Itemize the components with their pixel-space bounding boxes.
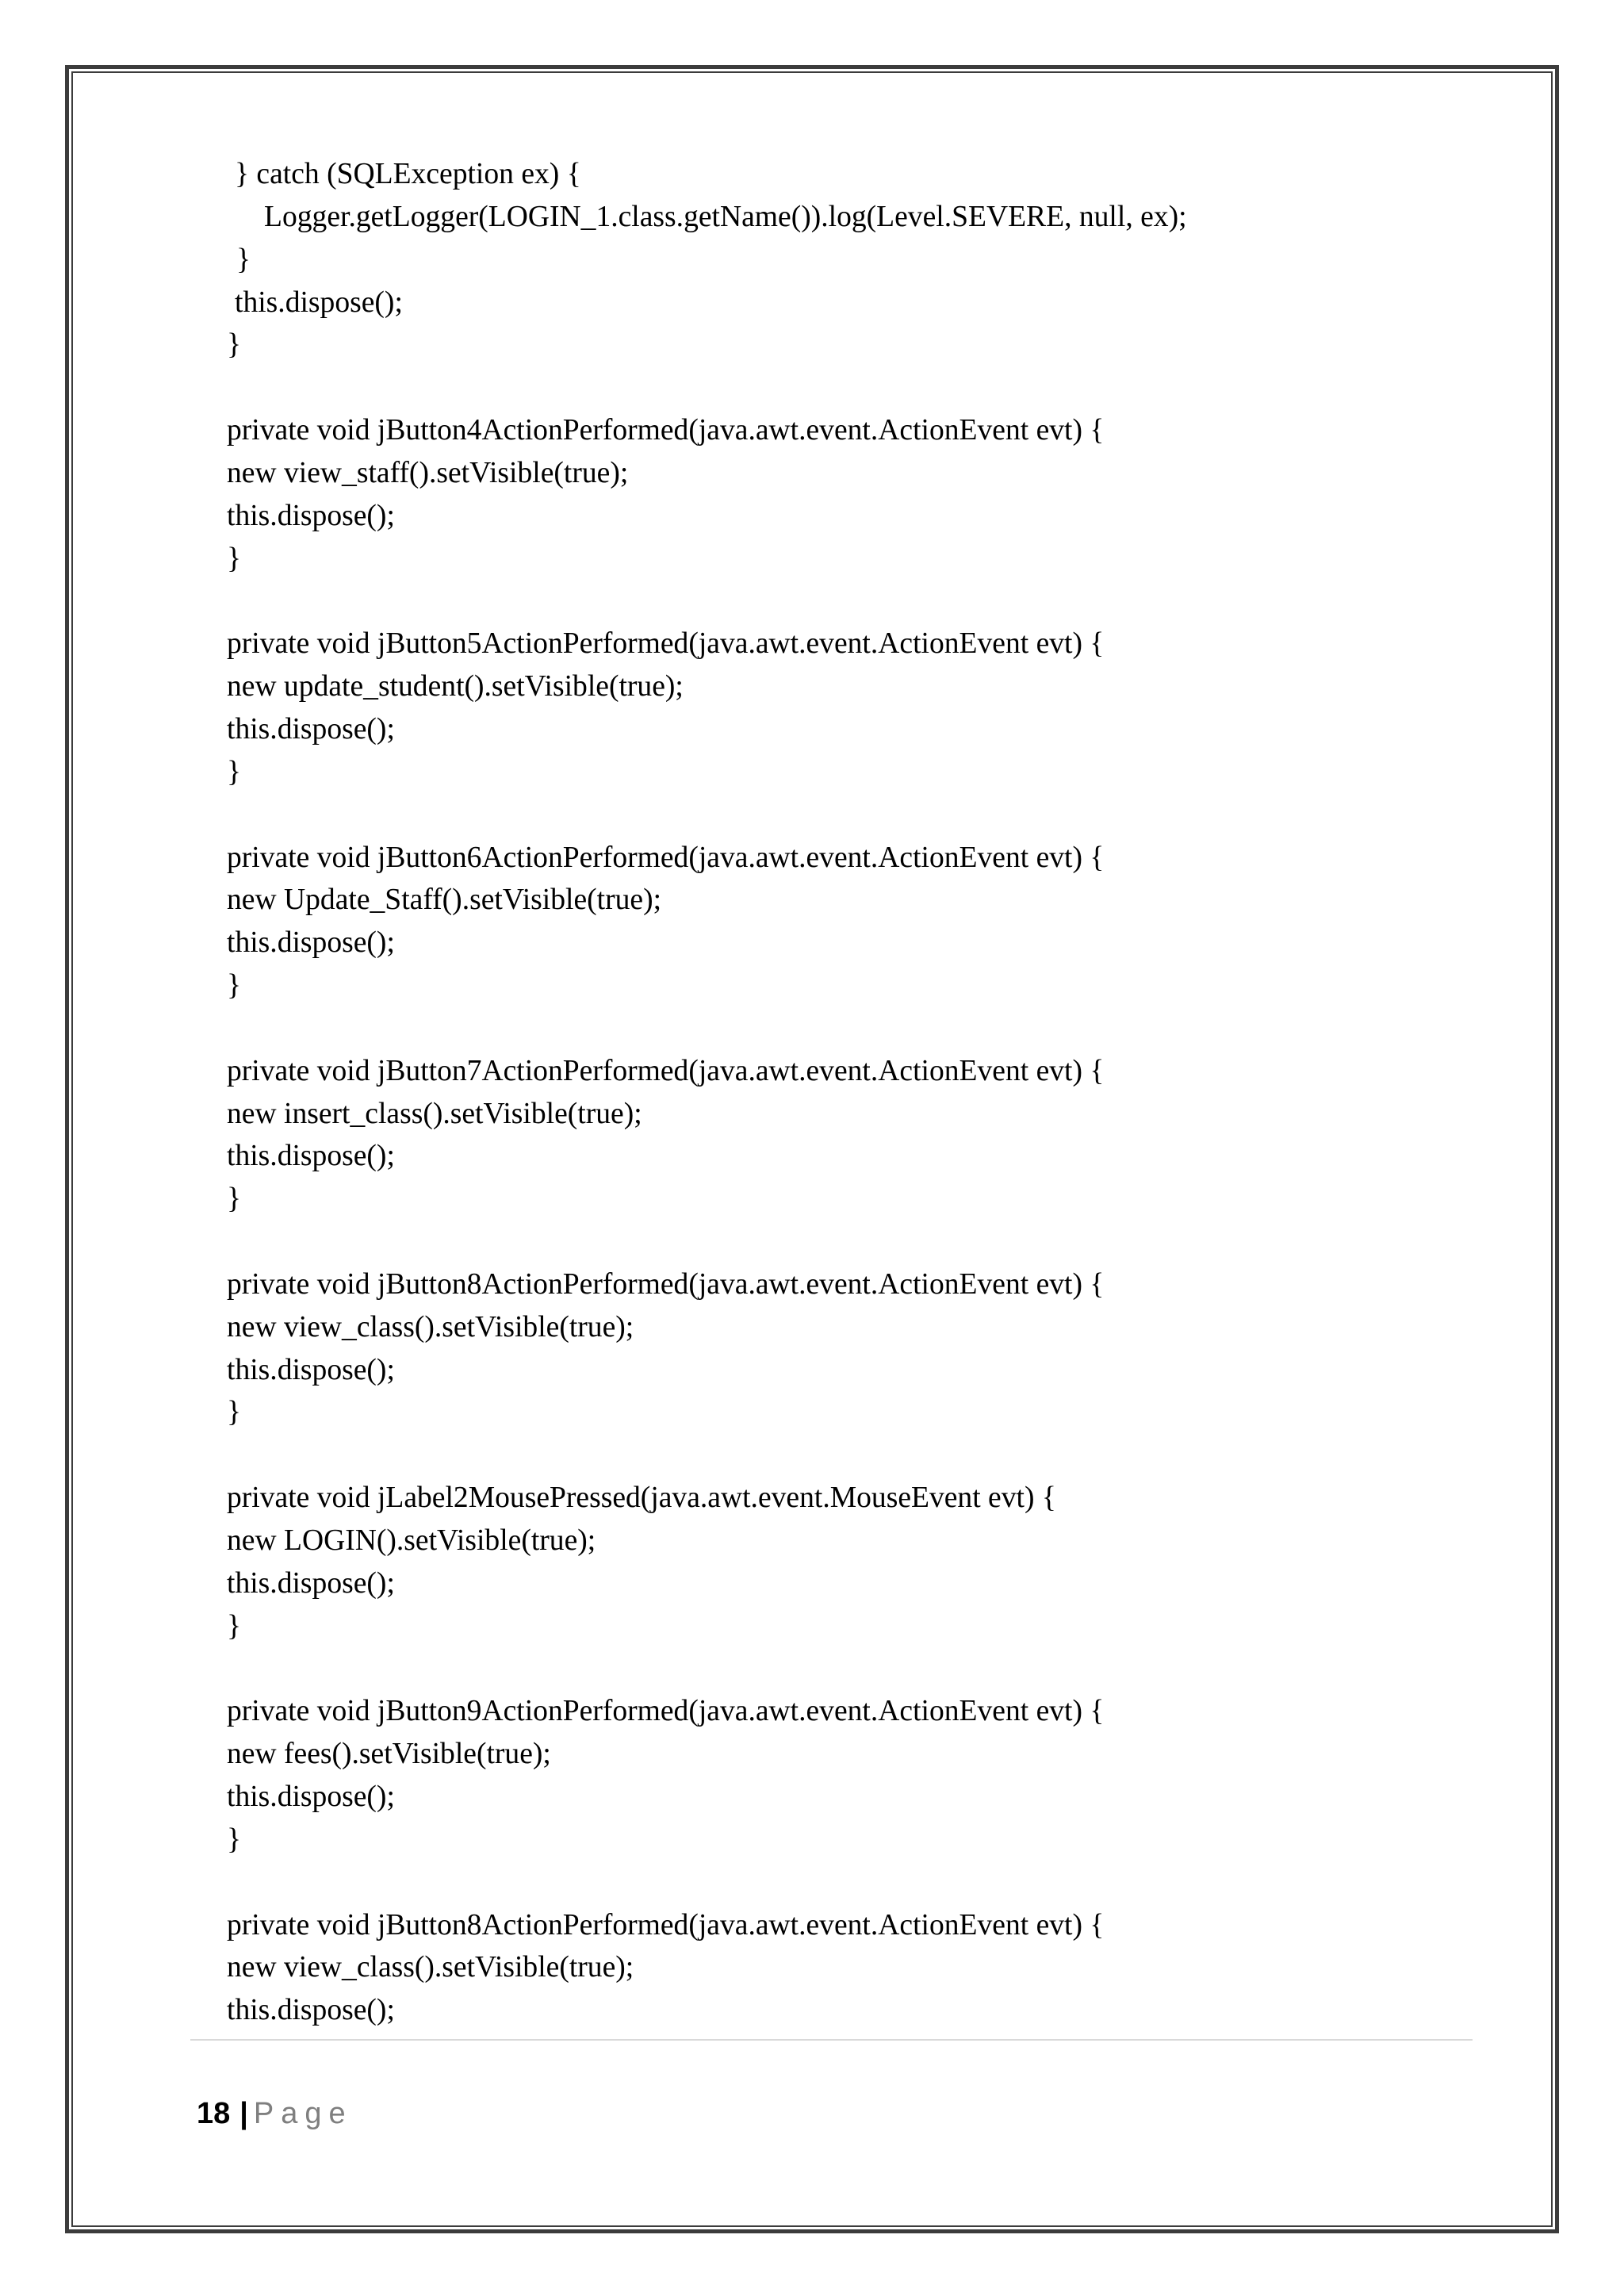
- method-body-line: new insert_class().setVisible(true);: [227, 1097, 642, 1130]
- method-body-line: this.dispose();: [227, 1566, 395, 1600]
- method-body-line: this.dispose();: [227, 926, 395, 960]
- code-line: }: [236, 243, 251, 276]
- method-signature: private void jButton7ActionPerformed(java.awt.event.ActionEvent evt) {: [227, 1054, 1105, 1087]
- method-body-line: new Update_Staff().setVisible(true);: [227, 884, 662, 917]
- blank-line: [0, 794, 1507, 837]
- method-signature: private void jButton8ActionPerformed(java.awt.event.ActionEvent evt) {: [227, 1267, 1105, 1301]
- method-close-brace: }: [227, 1182, 242, 1216]
- blank-line: [0, 1434, 1507, 1477]
- method-body-line: new view_staff().setVisible(true);: [227, 456, 629, 489]
- method-signature: private void jButton4ActionPerformed(java.awt.event.ActionEvent evt) {: [227, 414, 1105, 447]
- method-body-line: this.dispose();: [227, 1994, 395, 2027]
- method-body-line: this.dispose();: [227, 712, 395, 746]
- method-close-brace: }: [227, 969, 242, 1002]
- method-body-line: this.dispose();: [227, 1353, 395, 1386]
- method-body-line: this.dispose();: [227, 499, 395, 532]
- blank-line: [0, 1221, 1507, 1263]
- code-line: Logger.getLogger(LOGIN_1.class.getName()).log(Level.SEVERE, null, ex);: [264, 200, 1187, 233]
- code-line: this.dispose();: [235, 286, 403, 319]
- footer-divider: [190, 2039, 1473, 2041]
- blank-line: [0, 1007, 1507, 1050]
- method-close-brace: }: [227, 755, 242, 788]
- method-close-brace: }: [227, 1396, 242, 1429]
- code-listing: [0, 153, 1507, 2032]
- method-body-line: new view_class().setVisible(true);: [227, 1310, 634, 1343]
- code-line: }: [227, 328, 242, 362]
- method-signature: private void jButton5ActionPerformed(java.awt.event.ActionEvent evt) {: [227, 627, 1105, 661]
- blank-line: [0, 366, 1507, 409]
- method-body-line: new fees().setVisible(true);: [227, 1738, 551, 1771]
- method-signature: private void jButton6ActionPerformed(java.awt.event.ActionEvent evt) {: [227, 841, 1105, 874]
- method-signature: private void jButton9ActionPerformed(java.awt.event.ActionEvent evt) {: [227, 1695, 1105, 1728]
- page-label: Page: [253, 2097, 353, 2130]
- method-body-line: new update_student().setVisible(true);: [227, 670, 684, 703]
- method-signature: private void jLabel2MousePressed(java.awt.event.MouseEvent evt) {: [227, 1481, 1056, 1515]
- blank-line: [0, 580, 1507, 623]
- method-body-line: this.dispose();: [227, 1780, 395, 1814]
- method-body-line: new LOGIN().setVisible(true);: [227, 1524, 596, 1557]
- code-line: } catch (SQLException ex) {: [235, 158, 581, 190]
- page-number: 18: [197, 2097, 231, 2130]
- footer-separator: |: [239, 2097, 248, 2130]
- method-close-brace: }: [227, 542, 242, 575]
- page-footer: [197, 2099, 353, 2129]
- method-body-line: new view_class().setVisible(true);: [227, 1951, 634, 1984]
- blank-line: [0, 1861, 1507, 1904]
- method-close-brace: }: [227, 1609, 242, 1642]
- method-body-line: this.dispose();: [227, 1140, 395, 1173]
- method-signature: private void jButton8ActionPerformed(java.awt.event.ActionEvent evt) {: [227, 1908, 1105, 1941]
- method-close-brace: }: [227, 1823, 242, 1856]
- blank-line: [0, 1648, 1507, 1691]
